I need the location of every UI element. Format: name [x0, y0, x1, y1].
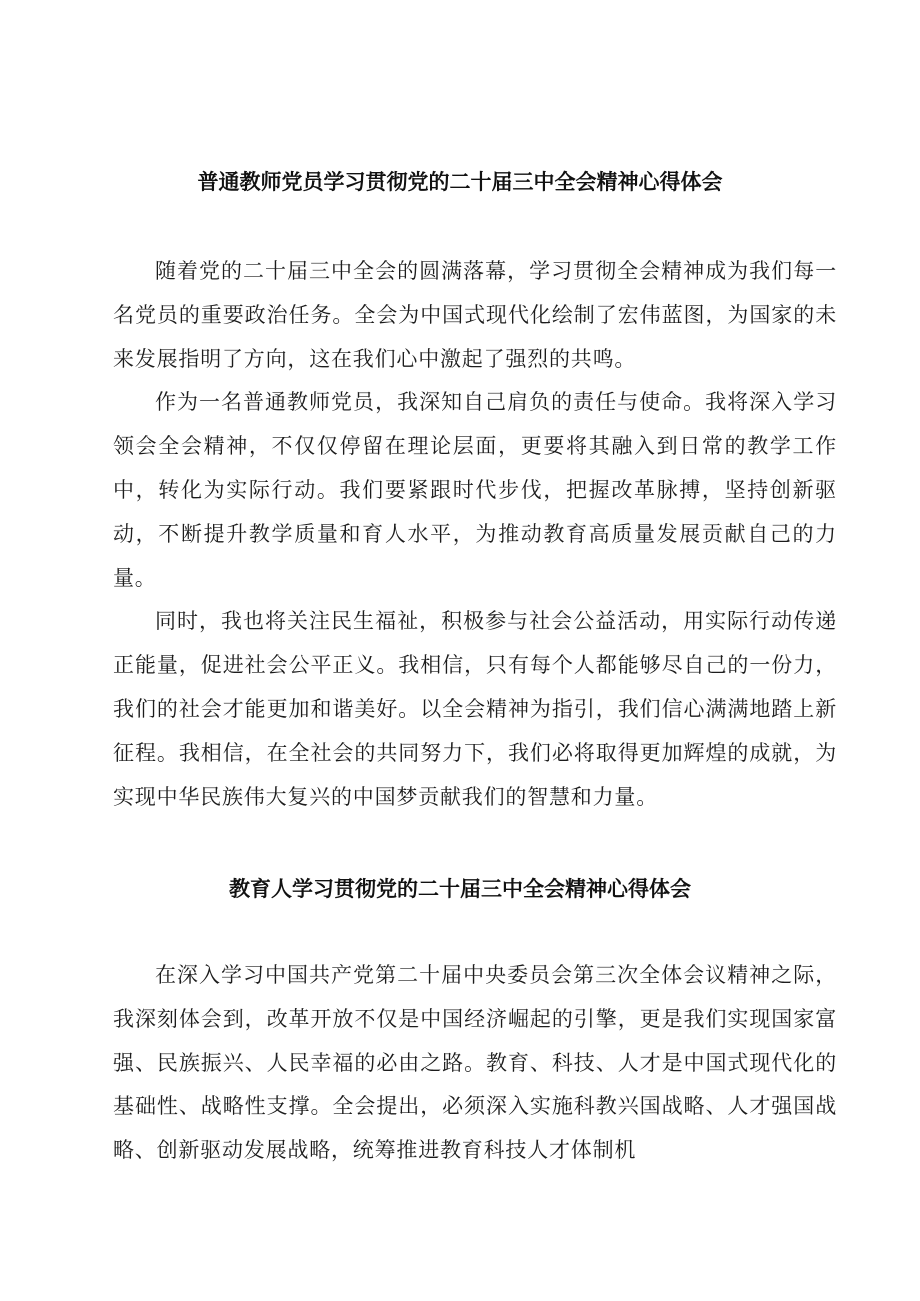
article-1-body: [113, 250, 837, 819]
article-1-title: 普通教师党员学习贯彻党的二十届三中全会精神心得体会: [197, 170, 723, 194]
article-1-paragraph-1: 随着党的二十届三中全会的圆满落幕，学习贯彻全会精神成为我们每一名党员的重要政治任务。全会为中国式现代化绘制了宏伟蓝图，为国家的未来发展指明了方向，这在我们心中激起了强烈的共鸣。: [113, 259, 837, 371]
article-2-body: [113, 954, 837, 1173]
article-2-paragraph-1: 在深入学习中国共产党第二十届中央委员会第三次全体会议精神之际，我深刻体会到，改革开放不仅是中国经济崛起的引擎，更是我们实现国家富强、民族振兴、人民幸福的必由之路。教育、科技、人才是中国式现代化的基础性、战略性支撑。全会提出，必须深入实施科教兴国战略、人才强国战略、创新驱动发展战略，统筹推进教育科技人才体制机: [113, 963, 837, 1163]
article-2-title: 教育人学习贯彻党的二十届三中全会精神心得体会: [229, 877, 691, 901]
article-1-paragraph-2: 作为一名普通教师党员，我深知自己肩负的责任与使命。我将深入学习领会全会精神，不仅仅停留在理论层面，更要将其融入到日常的教学工作中，转化为实际行动。我们要紧跟时代步伐，把握改革脉搏，坚持创新驱动，不断提升教学质量和育人水平，为推动教育高质量发展贡献自己的力量。: [113, 390, 837, 590]
article-1-paragraph-3: 同时，我也将关注民生福祉，积极参与社会公益活动，用实际行动传递正能量，促进社会公平正义。我相信，只有每个人都能够尽自己的一份力，我们的社会才能更加和谐美好。以全会精神为指引，我们信心满满地踏上新征程。我相信，在全社会的共同努力下，我们必将取得更加辉煌的成就，为实现中华民族伟大复兴的中国梦贡献我们的智慧和力量。: [113, 609, 837, 809]
